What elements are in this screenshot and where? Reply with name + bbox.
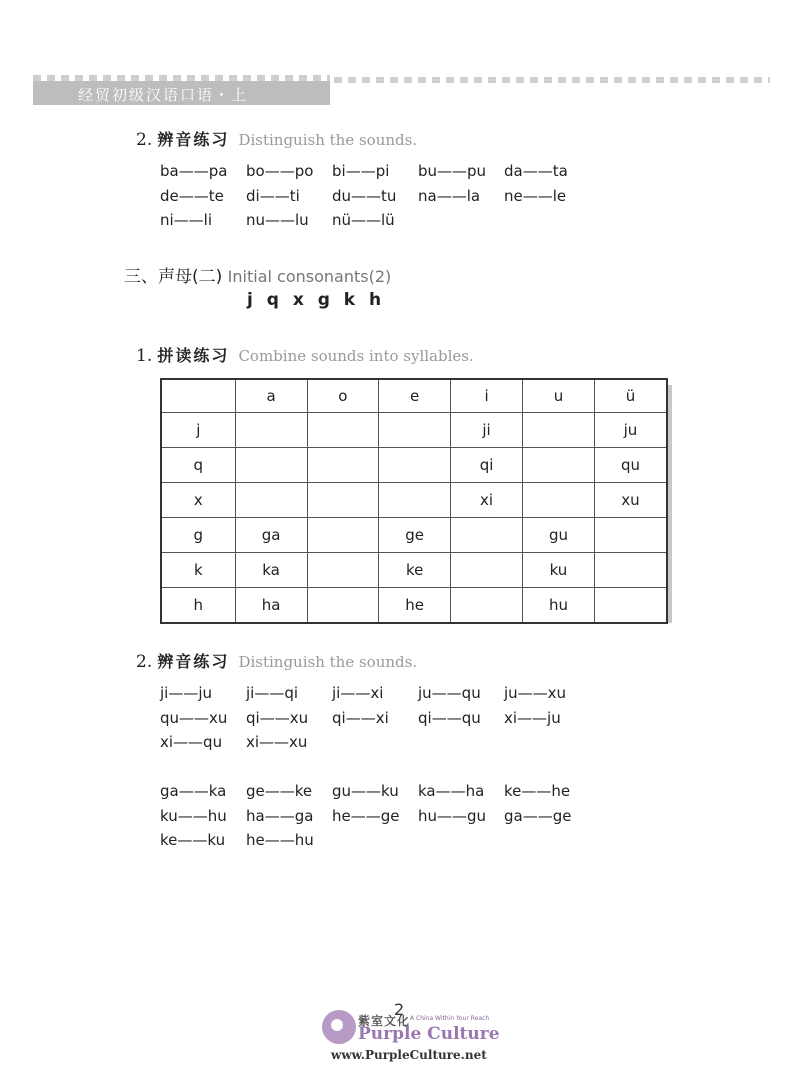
pair-row <box>160 709 590 727</box>
syllable-cell <box>235 483 307 518</box>
sound-pair: ha——ga <box>246 807 314 825</box>
syllable-cell <box>451 588 523 624</box>
sound-pair: bi——pi <box>332 162 390 180</box>
section-number: 2. <box>136 652 153 672</box>
header-dots-right <box>334 77 770 83</box>
final-header-cell: i <box>451 379 523 413</box>
pair-row <box>160 684 590 702</box>
section-cn-title: 三、声母(二) <box>124 267 223 287</box>
sound-pair: ni——li <box>160 211 213 229</box>
pair-row <box>160 162 590 180</box>
sound-pair: ka——ha <box>418 782 485 800</box>
section-number: 2. <box>136 130 153 150</box>
syllable-cell <box>451 553 523 588</box>
sound-pair: nu——lu <box>246 211 309 229</box>
syllable-cell <box>379 413 451 448</box>
sound-pair: da——ta <box>504 162 568 180</box>
syllable-cell: ji <box>451 413 523 448</box>
pair-row <box>160 187 590 205</box>
section-en-title: Initial consonants(2) <box>227 267 392 286</box>
watermark-url: www.PurpleCulture.net <box>331 1048 487 1062</box>
section-cn-title: 拼读练习 <box>157 346 230 365</box>
syllable-cell <box>522 483 594 518</box>
sound-pair: ba——pa <box>160 162 228 180</box>
watermark-cn: 紫室文化 <box>358 1014 411 1028</box>
final-header-cell: o <box>307 379 379 413</box>
sound-pair: ku——hu <box>160 807 227 825</box>
syllable-cell: ku <box>522 553 594 588</box>
syllable-cell <box>307 588 379 624</box>
syllable-cell: he <box>379 588 451 624</box>
sound-pair: na——la <box>418 187 481 205</box>
syllable-cell <box>235 413 307 448</box>
syllable-cell <box>379 483 451 518</box>
table-header-row <box>161 379 667 413</box>
syllable-cell <box>594 553 667 588</box>
section-en-title: Combine sounds into syllables. <box>238 347 474 365</box>
sound-pair: he——ge <box>332 807 400 825</box>
syllable-cell: ke <box>379 553 451 588</box>
syllable-cell <box>235 448 307 483</box>
syllable-table <box>160 378 668 624</box>
sound-pair: ji——qi <box>246 684 299 702</box>
pair-row <box>160 211 418 229</box>
initial-cell: x <box>161 483 235 518</box>
sound-pair: ju——qu <box>418 684 481 702</box>
syllable-cell <box>522 413 594 448</box>
initial-cell: q <box>161 448 235 483</box>
syllable-cell: ju <box>594 413 667 448</box>
section-number: 1. <box>136 346 153 366</box>
sound-pair: xi——qu <box>160 733 223 751</box>
syllable-cell: xu <box>594 483 667 518</box>
initial-cell: h <box>161 588 235 624</box>
syllable-cell <box>307 483 379 518</box>
syllable-cell: qi <box>451 448 523 483</box>
section-cn-title: 辨音练习 <box>157 652 230 671</box>
sound-pair: de——te <box>160 187 224 205</box>
syllable-cell <box>307 553 379 588</box>
sound-pair: ga——ka <box>160 782 227 800</box>
sound-pair: qu——xu <box>160 709 228 727</box>
watermark-brand: Purple Culture <box>358 1024 500 1044</box>
sound-pair: hu——gu <box>418 807 487 825</box>
table-row <box>161 588 667 624</box>
sound-pair: bu——pu <box>418 162 487 180</box>
sound-pair: gu——ku <box>332 782 399 800</box>
pair-row <box>160 782 590 800</box>
pair-row <box>160 733 332 751</box>
sound-pair: ke——ku <box>160 831 226 849</box>
final-header-cell: a <box>235 379 307 413</box>
section-combine-title <box>136 343 474 366</box>
syllable-cell <box>594 518 667 553</box>
sound-pair: qi——xu <box>246 709 309 727</box>
section-cn-title: 辨音练习 <box>157 130 230 149</box>
book-title: 经贸初级汉语口语・上 <box>78 86 249 104</box>
syllable-cell <box>594 588 667 624</box>
section-en-title: Distinguish the sounds. <box>238 131 418 149</box>
sound-pair: he——hu <box>246 831 314 849</box>
syllable-cell <box>451 518 523 553</box>
table-row <box>161 553 667 588</box>
final-header-cell: u <box>522 379 594 413</box>
initials-list: j q x g k h <box>247 290 383 310</box>
syllable-cell: xi <box>451 483 523 518</box>
final-header-cell <box>161 379 235 413</box>
table-row <box>161 518 667 553</box>
section-distinguish-1-title <box>136 127 417 150</box>
sound-pair: xi——xu <box>246 733 308 751</box>
syllable-cell: ga <box>235 518 307 553</box>
sound-pair: qi——qu <box>418 709 481 727</box>
page-number: 2 <box>394 1000 405 1019</box>
section-distinguish-2-title <box>136 649 417 672</box>
table-row <box>161 413 667 448</box>
syllable-cell <box>522 448 594 483</box>
sound-pair: ne——le <box>504 187 567 205</box>
pair-row <box>160 831 332 849</box>
syllable-cell: gu <box>522 518 594 553</box>
syllable-cell <box>307 518 379 553</box>
final-header-cell: e <box>379 379 451 413</box>
sound-pair: ji——xi <box>332 684 384 702</box>
sound-pair: ju——xu <box>504 684 567 702</box>
final-header-cell: ü <box>594 379 667 413</box>
sound-pair: ji——ju <box>160 684 213 702</box>
initial-cell: g <box>161 518 235 553</box>
table-row <box>161 483 667 518</box>
syllable-cell <box>307 413 379 448</box>
syllable-cell: hu <box>522 588 594 624</box>
watermark-tagline: A China Within Your Reach <box>410 1015 490 1022</box>
sound-pair: di——ti <box>246 187 300 205</box>
syllable-cell <box>379 448 451 483</box>
sound-pair: ke——he <box>504 782 571 800</box>
syllable-cell <box>307 448 379 483</box>
sound-pair: ge——ke <box>246 782 313 800</box>
syllable-cell: ge <box>379 518 451 553</box>
initial-cell: j <box>161 413 235 448</box>
sound-pair: du——tu <box>332 187 397 205</box>
section-en-title: Distinguish the sounds. <box>238 653 418 671</box>
syllable-cell: ha <box>235 588 307 624</box>
sound-pair: xi——ju <box>504 709 561 727</box>
purple-culture-logo-icon <box>322 1010 356 1044</box>
syllable-cell: qu <box>594 448 667 483</box>
sound-pair: bo——po <box>246 162 314 180</box>
section-initials-title <box>124 262 391 287</box>
sound-pair: ga——ge <box>504 807 572 825</box>
table-row <box>161 448 667 483</box>
sound-pair: nü——lü <box>332 211 395 229</box>
pair-row <box>160 807 590 825</box>
sound-pair: qi——xi <box>332 709 389 727</box>
initial-cell: k <box>161 553 235 588</box>
syllable-cell: ka <box>235 553 307 588</box>
